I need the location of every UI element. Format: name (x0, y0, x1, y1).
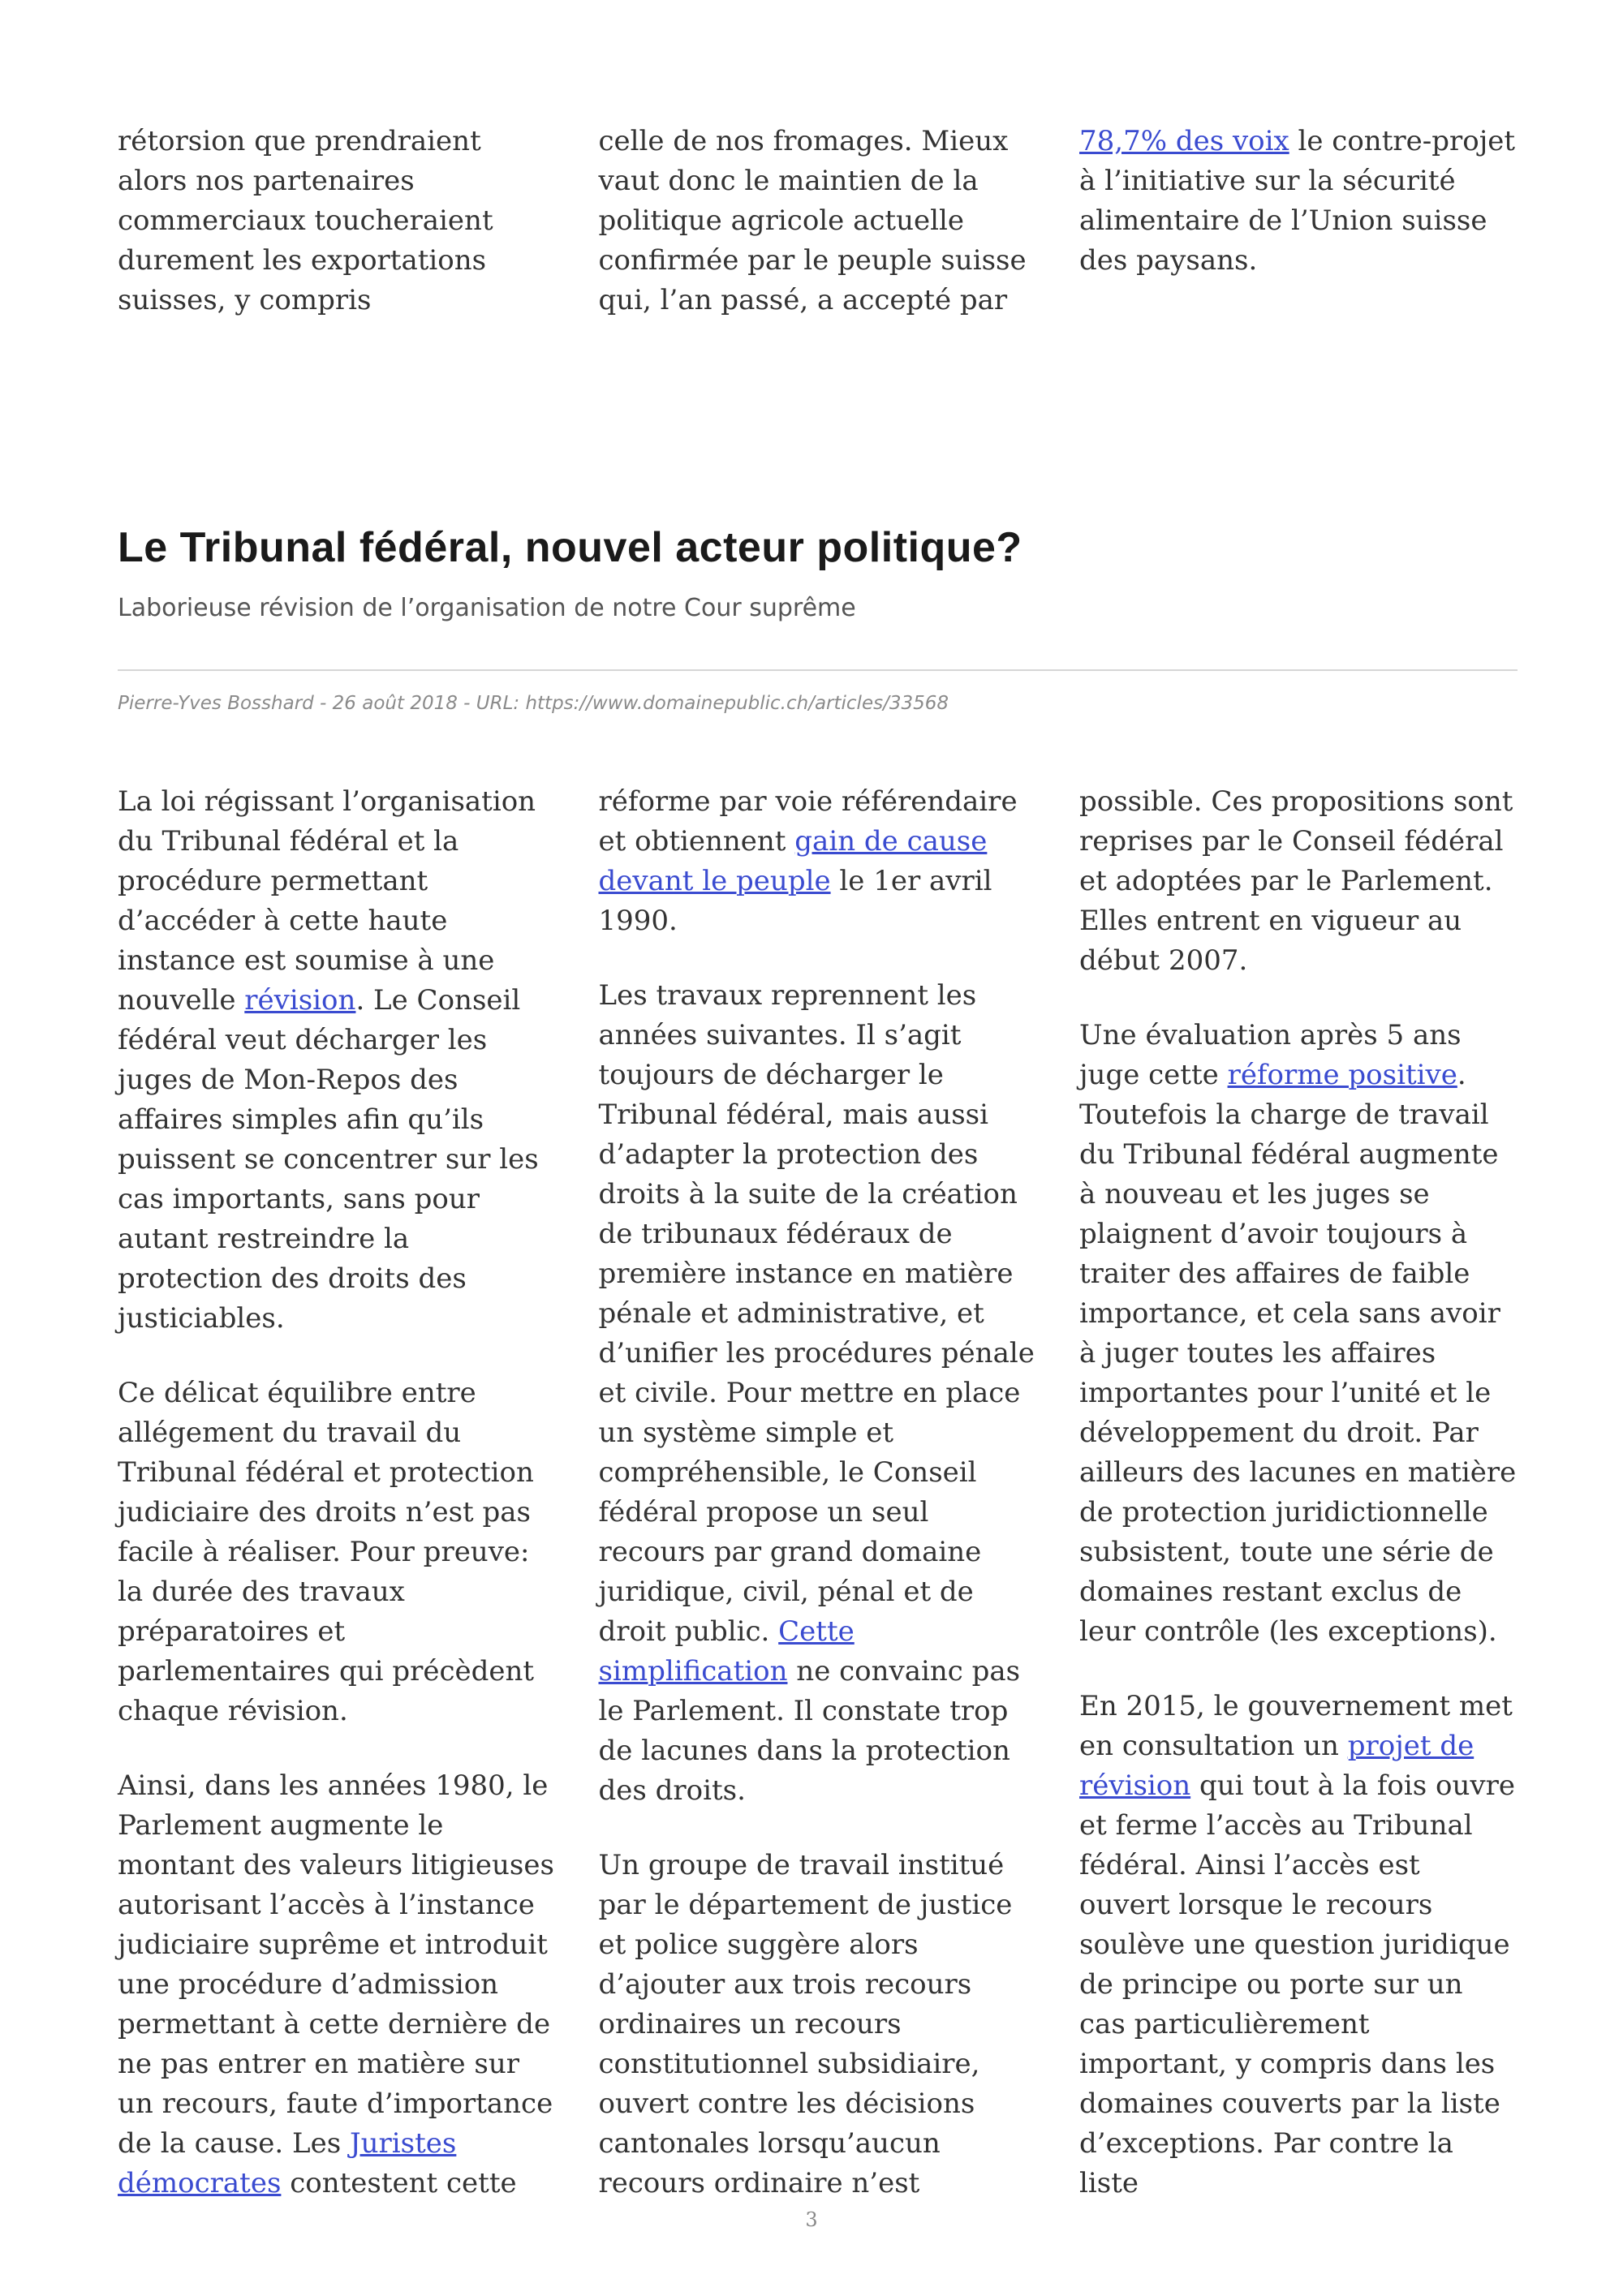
link-votes[interactable]: 78,7% des voix (1079, 125, 1289, 157)
paragraph (1079, 1016, 1518, 1652)
link-juristes-democrates[interactable]: Juristes démocrates (118, 2127, 457, 2199)
paragraph-text: le 1er avril 1990. (598, 865, 992, 937)
paragraph: Ce délicat équilibre entre allégement du travail du Tribunal fédéral et protection judiciaire des droits n’est pas facile à réaliser. Pour preuve: la durée des travaux préparatoires et parlementaires qui précèdent chaque révision. (118, 1377, 535, 1727)
paragraph (1079, 1687, 1518, 2204)
link-reforme-positive[interactable]: réforme positive (1227, 1059, 1457, 1091)
paragraph-text: contestent cette (281, 2167, 517, 2199)
column-3 (1079, 782, 1518, 2204)
divider (118, 669, 1518, 671)
paragraph: Un groupe de travail institué par le département de justice et police suggère alors d’ajouter aux trois recours ordinaires un recours constitutionnel subsidiaire, ouvert contre les décisions cantonales lorsqu’aucun recours ordinaire n’est (598, 1849, 1013, 2199)
article-subtitle: Laborieuse révision de l’organisation de notre Cour suprême (118, 594, 856, 622)
article-columns (118, 782, 1518, 2204)
paragraph-text: . Le Conseil fédéral veut décharger les juges de Mon-Repos des affaires simples afin qu’ils puissent se concentrer sur les cas importants, sans pour autant restreindre la protection des droits des justiciables. (118, 984, 539, 1335)
paragraph-text: La loi régissant l’organisation du Tribunal fédéral et la procédure permettant d’accéder à cette haute instance est soumise à une nouvelle (118, 785, 536, 1017)
column-2 (599, 122, 1037, 320)
column-1 (118, 122, 556, 320)
paragraph-text: Les travaux reprennent les années suivantes. Il s’agit toujours de décharger le Tribunal fédéral, mais aussi d’adapter la protection des droits à la suite de la création de tribunaux fédéraux de première instance en matière pénale et administrative, et d’unifier les procédures pénale et civile. Pour mettre en place un système simple et compréhensible, le Conseil fédéral propose un seul recours par grand domaine juridique, civil, pénal et de droit public. (598, 979, 1035, 1648)
column-3 (1079, 122, 1518, 320)
paragraph: rétorsion que prendraient alors nos partenaires commerciaux toucheraient durement les exportations suisses, y compris (118, 125, 493, 316)
paragraph-text: Ainsi, dans les années 1980, le Parlement augmente le montant des valeurs litigieuses autorisant l’accès à l’instance judiciaire suprême et introduit une procédure d’admission permettant à cette dernière de ne pas entrer en matière sur un recours, faute d’importance de la cause. Les (118, 1769, 554, 2160)
link-gain-de-cause[interactable]: gain de cause devant le peuple (598, 825, 988, 897)
paragraph-text: En 2015, le gouvernement met en consultation un (1079, 1690, 1513, 1762)
paragraph-text: qui tout à la fois ouvre et ferme l’accès au Tribunal fédéral. Ainsi l’accès est ouvert lorsque le recours soulève une question juridique de principe ou porte sur un cas particulièrement important, y compris dans les domaines couverts par la liste d’exceptions. Par contre la liste (1079, 1769, 1515, 2199)
paragraph: celle de nos fromages. Mieux vaut donc le maintien de la politique agricole actuelle confirmée par le peuple suisse qui, l’an passé, a accepté par (598, 125, 1027, 316)
paragraph (118, 1766, 556, 2204)
column-1 (118, 782, 556, 2204)
paragraph-text: le contre-projet à l’initiative sur la sécurité alimentaire de l’Union suisse des paysans. (1079, 125, 1516, 277)
paragraph: possible. Ces propositions sont reprises par le Conseil fédéral et adoptées par le Parlement. Elles entrent en vigueur au début 2007. (1079, 785, 1513, 977)
paragraph (599, 976, 1037, 1811)
article-title: Le Tribunal fédéral, nouvel acteur politique? (118, 524, 1022, 571)
link-revision[interactable]: révision (244, 984, 356, 1017)
previous-article-columns (118, 122, 1518, 320)
paragraph (118, 782, 556, 1339)
link-cette-simplification[interactable]: Cette simplification (598, 1615, 855, 1688)
paragraph (1079, 122, 1518, 281)
paragraph-text: Une évaluation après 5 ans juge cette (1079, 1019, 1462, 1091)
page-number: 3 (805, 2208, 818, 2231)
paragraph (599, 782, 1037, 941)
paragraph-text: réforme par voie référendaire et obtiennent (598, 785, 1018, 858)
paragraph-text: ne convainc pas le Parlement. Il constate trop de lacunes dans la protection des droits. (598, 1655, 1021, 1807)
paragraph-text: . Toutefois la charge de travail du Tribunal fédéral augmente à nouveau et les juges se plaignent d’avoir toujours à traiter des affaires de faible importance, et cela sans avoir à juger toutes les affaires importantes pour l’unité et le développement du droit. Par ailleurs des lacunes en matière de protection juridictionnelle subsistent, toute une série de domaines restant exclus de leur contrôle (les exceptions). (1079, 1059, 1517, 1648)
column-2 (599, 782, 1037, 2204)
link-projet-de-revision[interactable]: projet de révision (1079, 1730, 1474, 1802)
article-meta: Pierre-Yves Bosshard - 26 août 2018 - URL: https://www.domainepublic.ch/articles/33568 (118, 693, 949, 714)
